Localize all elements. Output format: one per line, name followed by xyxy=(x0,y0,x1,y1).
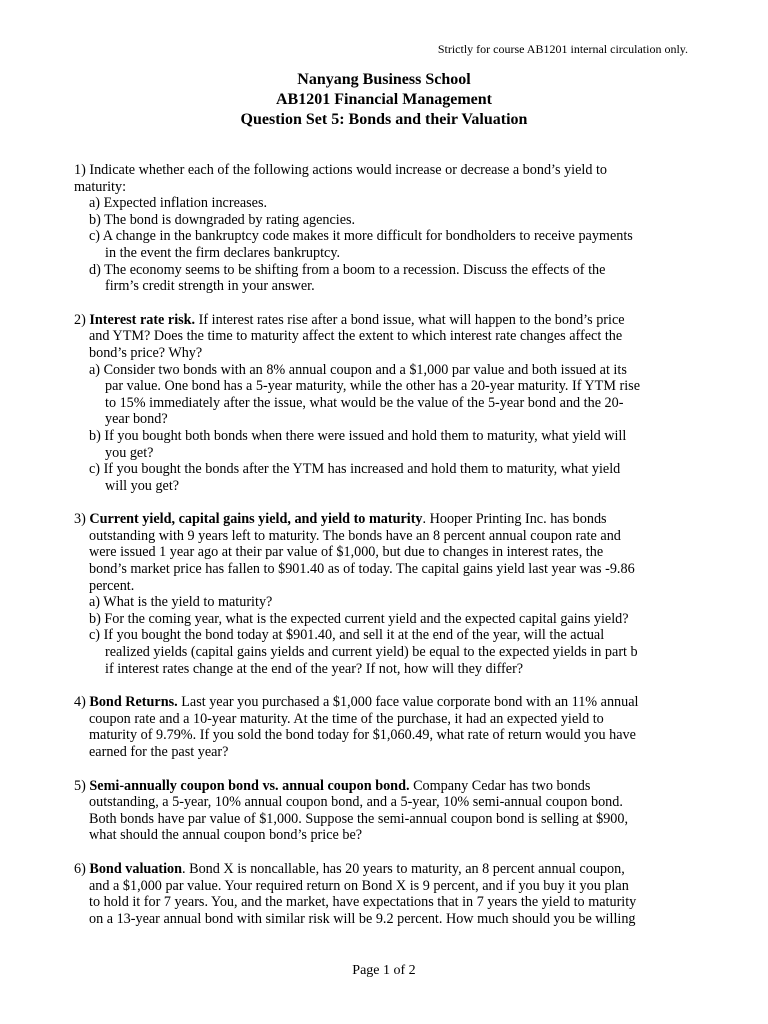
question-1-stem: 1) Indicate whether each of the following actions would increase or decrease a bond’s yield to maturity: xyxy=(74,162,608,195)
question-3-part-b: b) For the coming year, what is the expected current yield and the expected capital gains yield? xyxy=(89,610,629,627)
question-2-parts xyxy=(74,362,698,495)
question-3-title: Current yield, capital gains yield, and yield to maturity xyxy=(89,511,423,528)
question-1-part-a: a) Expected inflation increases. xyxy=(89,195,268,212)
page-number: Page 1 of 2 xyxy=(352,963,416,978)
question-2-part-a: a) Consider two bonds with an 8% annual coupon and a $1,000 par value and both issued at its par value. One bond has a 5-year maturity, while the other has a 20-year maturity. If YTM rise to 15% immediately after the issue, what would be the value of the 5-year bond and the 20- year bond? xyxy=(89,361,640,428)
question-3-parts xyxy=(74,594,698,677)
course-title: AB1201 Financial Management xyxy=(276,91,492,108)
question-2 xyxy=(74,312,698,495)
question-4-title: Bond Returns. xyxy=(89,694,178,711)
question-set-title: Question Set 5: Bonds and their Valuation xyxy=(240,111,528,128)
question-5-title: Semi-annually coupon bond vs. annual coupon bond. xyxy=(89,777,410,794)
question-1-part-c: c) A change in the bankruptcy code makes it more difficult for bondholders to receive payments in the event the firm declares bankruptcy. xyxy=(89,228,633,261)
question-1-part-d: d) The economy seems to be shifting from a boom to a recession. Discuss the effects of the firm’s credit strength in your answer. xyxy=(89,261,606,295)
question-3-part-c: c) If you bought the bond today at $901.40, and sell it at the end of the year, will the actual realized yields (capital gains yields and current yield) be equal to the expected yields in part b if interest rates change at the end of the year? If not, how will they differ? xyxy=(89,627,638,677)
question-2-part-c: c) If you bought the bonds after the YTM has increased and hold them to maturity, what yield will you get? xyxy=(89,461,621,494)
question-2-title: Interest rate risk. xyxy=(89,311,196,328)
question-5: 5) Semi-annually coupon bond vs. annual coupon bond. Company Cedar has two bonds outstanding, a 5-year, 10% annual coupon bond, and a 5-year, 10% semi-annual coupon bond. Both bonds have par value of $1,000. Suppose the semi-annual coupon bond is selling at $900, what should the annual coupon bond’s price be? xyxy=(74,777,629,844)
question-1-parts xyxy=(74,195,698,295)
question-1-part-b: b) The bond is downgraded by rating agencies. xyxy=(89,211,356,228)
question-1 xyxy=(74,162,698,295)
question-6-title: Bond valuation xyxy=(89,860,183,877)
question-4: 4) Bond Returns. Last year you purchased a $1,000 face value corporate bond with an 11% annual coupon rate and a 10-year maturity. At the time of the purchase, it had an expected yield to maturity of 9.79%. If you sold the bond today for $1,060.49, what rate of return would you have earned for the past year? xyxy=(74,694,639,760)
question-6: 6) Bond valuation. Bond X is noncallable, has 20 years to maturity, an 8 percent annual coupon, and a $1,000 par value. Your required return on Bond X is 9 percent, and if you buy it you plan to hold it for 7 years. You, and the market, have expectations that in 7 years the yield to maturity on a 13-year annual bond with similar risk will be 9.2 percent. How much should you be willing xyxy=(74,860,637,927)
question-2-stem: 2) Interest rate risk. If interest rates rise after a bond issue, what will happen to the bond’s price and YTM? Does the time to maturity affect the extent to which interest rate changes affect the bond’s price? Why? xyxy=(74,311,625,361)
school-name: Nanyang Business School xyxy=(297,71,471,88)
question-3-part-a: a) What is the yield to maturity? xyxy=(89,594,273,611)
question-2-part-b: b) If you bought both bonds when there were issued and hold them to maturity, what yield will you get? xyxy=(89,427,627,461)
question-3 xyxy=(74,511,698,677)
circulation-notice: Strictly for course AB1201 internal circulation only. xyxy=(437,42,688,56)
question-content xyxy=(74,162,698,944)
document-header xyxy=(0,70,768,130)
question-3-stem: 3) Current yield, capital gains yield, and yield to maturity. Hooper Printing Inc. has bonds outstanding with 9 years left to maturity. The bonds have an 8 percent annual coupon rate and were issued 1 year ago at their par value of $1,000, but due to changes in interest rates, the bond’s market price has fallen to $901.40 as of today. The capital gains yield last year was -9.86 percent. xyxy=(74,511,635,594)
